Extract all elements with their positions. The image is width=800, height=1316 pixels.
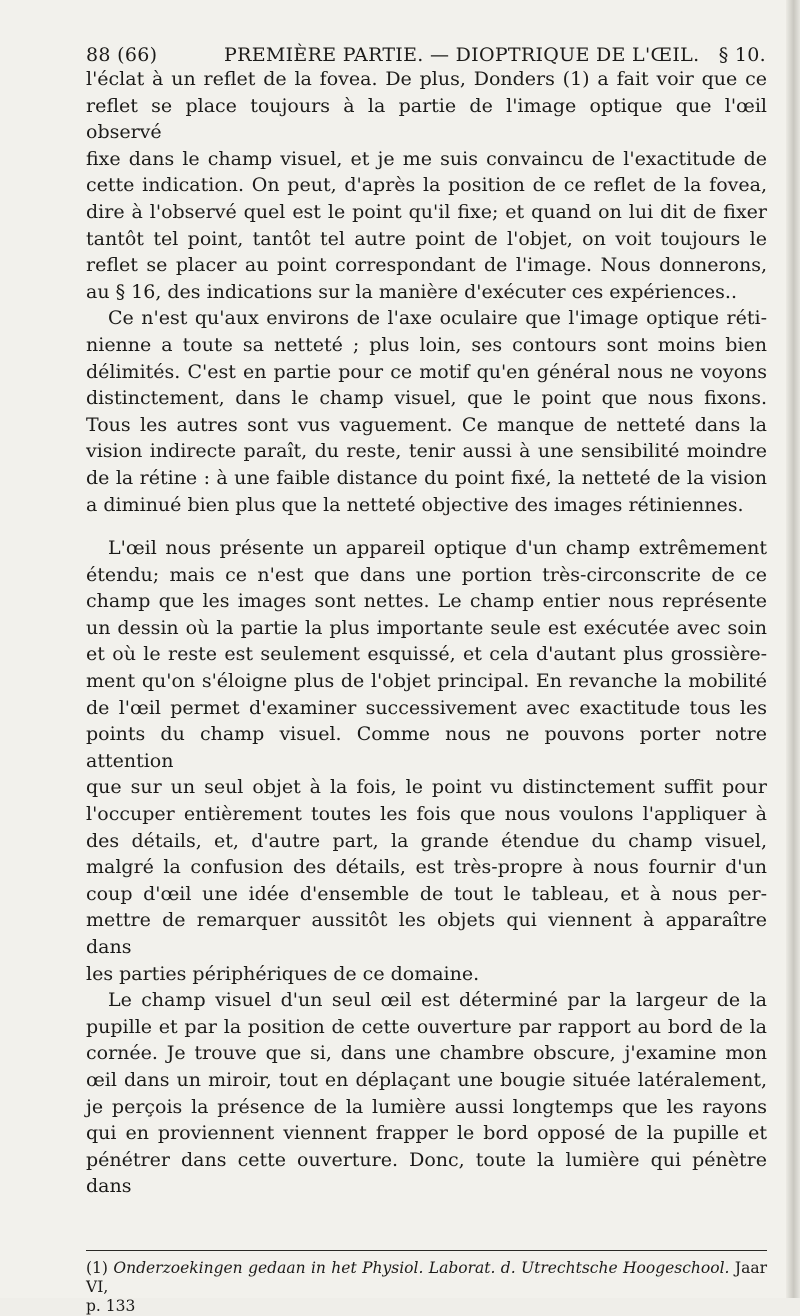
text-line: pupille et par la position de cette ouverture par rapport au bord de la (86, 1015, 767, 1038)
text-line: tantôt tel point, tantôt tel autre point de l'objet, on voit toujours le (86, 227, 767, 250)
text-line: nienne a toute sa netteté ; plus loin, ses contours sont moins bien (86, 333, 767, 356)
paragraph-4 (86, 987, 767, 1200)
section-number: § 10. (718, 44, 766, 66)
paragraph-gap (86, 518, 767, 535)
text-line: cette indication. On peut, d'après la position de ce reflet de la fovea, (86, 174, 767, 197)
text-line: a diminué bien plus que la netteté objective des images rétiniennes. (86, 493, 744, 516)
text-line: un dessin où la partie la plus importante seule est exécutée avec soin (86, 616, 767, 639)
text-line: l'occuper entièrement toutes les fois que nous voulons l'appliquer à (86, 803, 767, 826)
text-line: au § 16, des indications sur la manière d'exécuter ces expériences.. (86, 280, 737, 303)
text-line: mettre de remarquer aussitôt les objets qui viennent à apparaître dans (86, 909, 767, 958)
text-line: Le champ visuel d'un seul œil est déterminé par la largeur de la (108, 989, 767, 1012)
text-line: cornée. Je trouve que si, dans une chambre obscure, j'examine mon (86, 1042, 767, 1065)
text-line: points du champ visuel. Comme nous ne pouvons porter notre attention (86, 723, 767, 772)
text-line: l'éclat à un reflet de la fovea. De plus, Donders (1) a fait voir que ce (86, 68, 767, 90)
page-number: 88 (66) (86, 44, 158, 66)
text-line: ment qu'on s'éloigne plus de l'objet principal. En revanche la mobilité (86, 670, 767, 693)
footnote-line (86, 1259, 767, 1297)
text-line: et où le reste est seulement esquissé, et cela d'autant plus grossière- (86, 643, 767, 666)
text-line: étendu; mais ce n'est que dans une portion très-circonscrite de ce (86, 563, 767, 586)
text-line: les parties périphériques de ce domaine. (86, 962, 480, 985)
text-line: distinctement, dans le champ visuel, que le point que nous fixons. (86, 387, 767, 410)
text-line: des détails, et, d'autre part, la grande étendue du champ visuel, (86, 829, 767, 852)
text-line: qui en proviennent viennent frapper le bord opposé de la pupille et (86, 1122, 767, 1145)
text-line: champ que les images sont nettes. Le champ entier nous représente (86, 590, 767, 613)
text-line: Tous les autres sont vus vaguement. Ce manque de netteté dans la (86, 413, 767, 436)
text-line: délimités. C'est en partie pour ce motif qu'en général nous ne voyons (86, 360, 767, 383)
text-line: L'œil nous présente un appareil optique d'un champ extrêmement (108, 537, 767, 560)
text-line: fixe dans le champ visuel, et je me suis convaincu de l'exactitude de (86, 147, 767, 170)
footnote-volume: Jaar VI, (86, 1259, 767, 1296)
text-line: reflet se placer au point correspondant de l'image. Nous donnerons, (86, 254, 767, 277)
text-line: de l'œil permet d'examiner successivement avec exactitude tous les (86, 696, 767, 719)
text-line: reflet se place toujours à la partie de l'image optique que l'œil observé (86, 94, 767, 144)
page-edge-shadow (786, 0, 800, 1298)
text-line: malgré la confusion des détails, est très-propre à nous fournir d'un (86, 856, 767, 879)
text-line: coup d'œil une idée d'ensemble de tout le tableau, et à nous per- (86, 882, 767, 905)
footnote-citation: Onderzoekingen gedaan in het Physiol. Laborat. d. Utrechtsche Hoogeschool. (113, 1259, 730, 1277)
text-line: je perçois la présence de la lumière aussi longtemps que les rayons (86, 1095, 767, 1118)
text-line: dire à l'observé quel est le point qu'il fixe; et quand on lui dit de fixer (86, 200, 767, 223)
footnote-page: p. 133 (86, 1297, 136, 1315)
body-text (86, 66, 767, 1200)
text-line: que sur un seul objet à la fois, le point vu distinctement suffit pour (86, 776, 767, 799)
text-line: pénétrer dans cette ouverture. Donc, toute la lumière qui pénètre dans (86, 1148, 767, 1198)
paragraph-3 (86, 535, 767, 987)
paragraph-2 (86, 305, 767, 518)
footnote-rule (86, 1250, 767, 1251)
running-title: PREMIÈRE PARTIE. — DIOPTRIQUE DE L'ŒIL. (224, 44, 700, 66)
paragraph-1 (86, 66, 767, 305)
text-line: vision indirecte paraît, du reste, tenir aussi à une sensibilité moindre (86, 440, 767, 463)
footnote-marker: (1) (86, 1259, 108, 1277)
footnote (86, 1259, 767, 1316)
text-line: Ce n'est qu'aux environs de l'axe oculaire que l'image optique réti- (108, 307, 767, 330)
text-line: de la rétine : à une faible distance du point fixé, la netteté de la vision (86, 466, 767, 489)
text-line: œil dans un miroir, tout en déplaçant une bougie située latéralement, (86, 1068, 767, 1091)
